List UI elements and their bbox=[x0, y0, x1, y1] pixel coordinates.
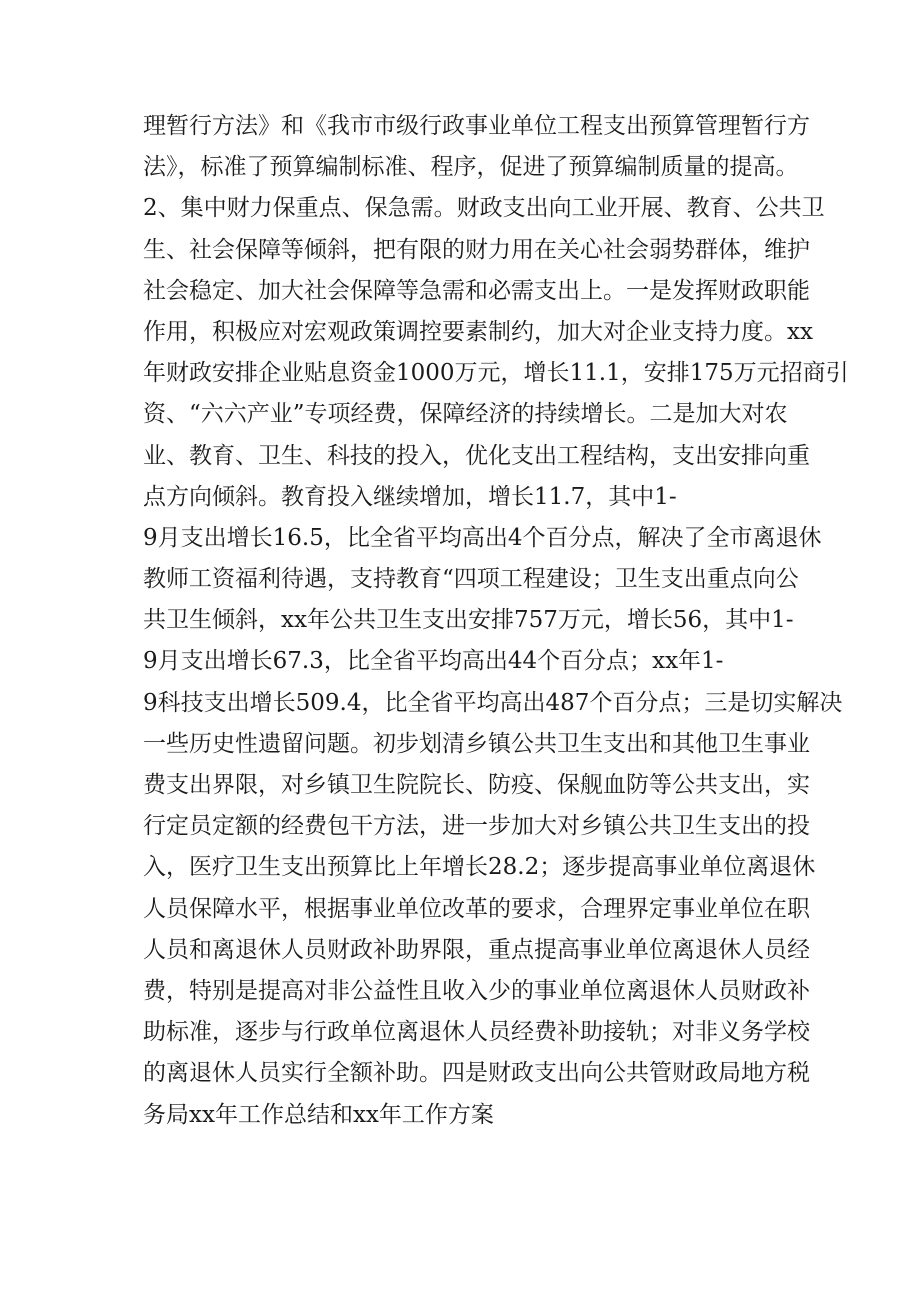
text-line: 人员和离退休人员财政补助界限，重点提高事业单位离退休人员经 bbox=[143, 936, 810, 963]
text-line: 的离退休人员实行全额补助。四是财政支出向公共管财政局地方税 bbox=[143, 1060, 810, 1087]
text-line: 一些历史性遗留问题。初步划清乡镇公共卫生支出和其他卫生事业 bbox=[143, 730, 810, 757]
text-line: 费，特别是提高对非公益性且收入少的事业单位离退休人员财政补 bbox=[143, 977, 810, 1004]
text-line: 理暂行方法》和《我市市级行政事业单位工程支出预算管理暂行方 bbox=[143, 113, 810, 139]
text-line: 费支出界限，对乡镇卫生院院长、防疫、保舰血防等公共支出，实 bbox=[143, 772, 810, 798]
text-line: 业、教育、卫生、科技的投入，优化支出工程结构，支出安排向重 bbox=[143, 442, 810, 469]
text-line: 9月支出增长67.3，比全省平均高出44个百分点；xx年1- bbox=[143, 648, 724, 675]
text-line: 点方向倾斜。教育投入继续增加，增长11.7，其中1- bbox=[143, 483, 677, 510]
text-line: 9科技支出增长509.4，比全省平均高出487个百分点；三是切实解决 bbox=[143, 689, 843, 716]
text-line: 教师工资福利待遇，支持教育“四项工程建设；卫生支出重点向公 bbox=[143, 566, 799, 593]
text-line: 社会稳定、加大社会保障等急需和必需支出上。一是发挥财政职能 bbox=[143, 277, 810, 304]
text-line: 年财政安排企业贴息资金1000万元，增长11.1，安排175万元招商引 bbox=[143, 360, 849, 387]
text-line: 助标准，逐步与行政单位离退休人员经费补助接轨；对非义务学校 bbox=[143, 1019, 810, 1046]
text-line: 9月支出增长16.5，比全省平均高出4个百分点，解决了全市离退休 bbox=[143, 524, 822, 551]
text-line: 务局xx年工作总结和xx年工作方案 bbox=[143, 1101, 494, 1128]
text-line: 共卫生倾斜，xx年公共卫生支出安排757万元，增长56，其中1- bbox=[143, 607, 794, 634]
body-text bbox=[143, 106, 849, 1136]
text-line: 2、集中财力保重点、保急需。财政支出向工业开展、教育、公共卫 bbox=[143, 195, 825, 222]
text-line: 入，医疗卫生支出预算比上年增长28.2；逐步提高事业单位离退休 bbox=[143, 854, 816, 881]
text-line: 法》，标准了预算编制标准、程序，促进了预算编制质量的提高。 bbox=[143, 154, 799, 181]
text-line: 生、社会保障等倾斜，把有限的财力用在关心社会弱势群体，维护 bbox=[143, 236, 810, 263]
text-line: 作用，积极应对宏观政策调控要素制约，加大对企业支持力度。xx bbox=[143, 318, 813, 345]
text-line: 资、“六六产业”专项经费，保障经济的持续增长。二是加大对农 bbox=[143, 401, 788, 428]
text-line: 行定员定额的经费包干方法，进一步加大对乡镇公共卫生支出的投 bbox=[143, 813, 810, 840]
text-line: 人员保障水平，根据事业单位改革的要求，合理界定事业单位在职 bbox=[143, 895, 810, 922]
